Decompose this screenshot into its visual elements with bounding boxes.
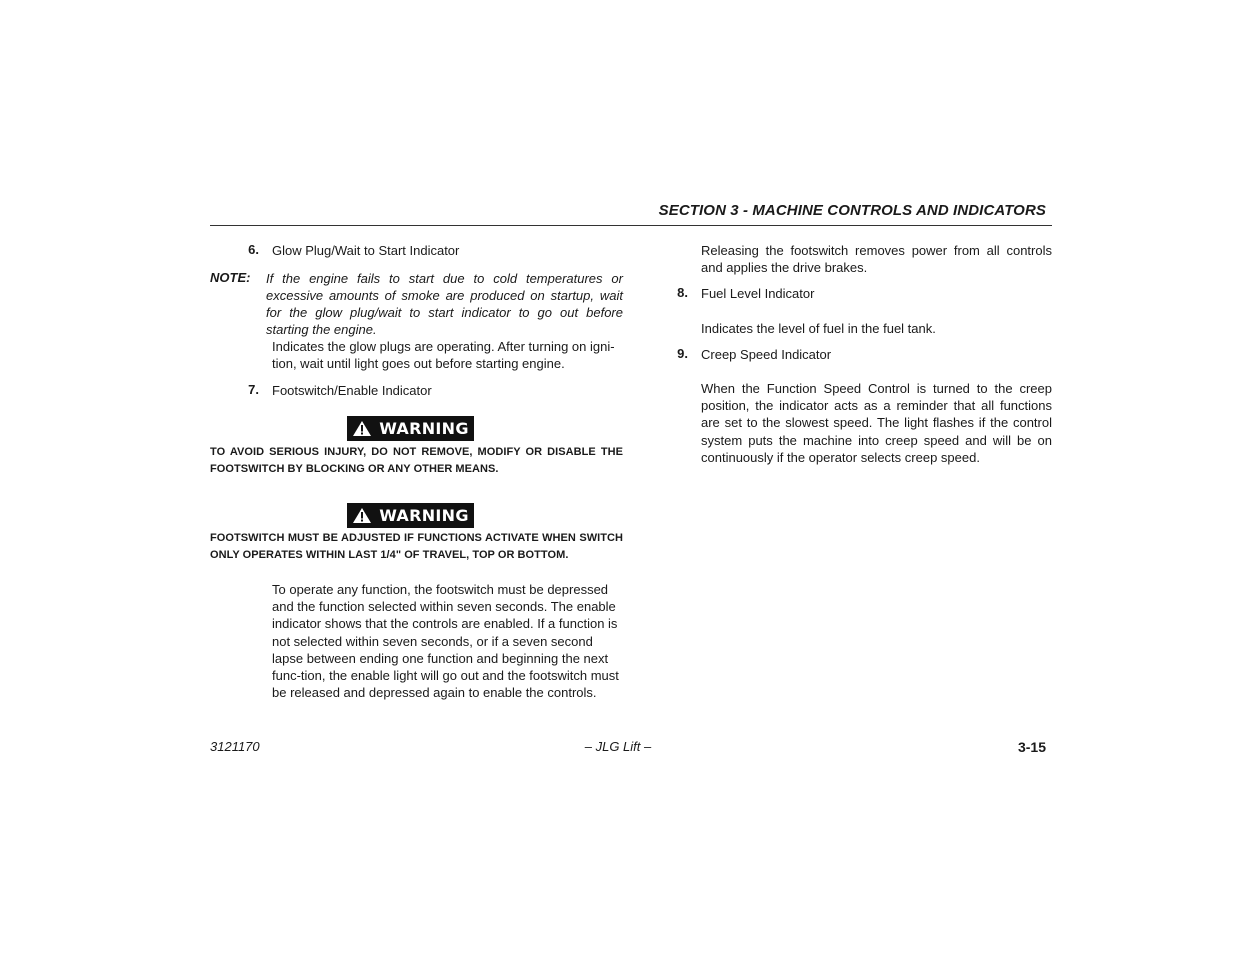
item-9-title: Creep Speed Indicator [701,347,832,362]
footer-brand: – JLG Lift – [584,739,652,754]
item-6-number: 6. [248,242,259,257]
note-label: NOTE: [210,270,251,285]
document-number: 3121170 [210,739,260,754]
item-7-number: 7. [248,382,259,397]
note-text: If the engine fails to start due to cold temperatures or excessive amounts of smoke are produced on startup, wait for the glow plug/wait to start indicator to go out before starting the engine. [266,271,623,337]
warning-1-text: TO AVOID SERIOUS INJURY, DO NOT REMOVE, MODIFY OR DISABLE THE FOOTSWITCH BY BLOCKING OR ANY OTHER MEANS. [210,446,623,475]
page-number: 3-15 [1017,739,1046,755]
item-6-description-line-2: tion, wait until light goes out before starting engine. [272,356,565,371]
warning-badge [347,416,474,441]
item-6-title: Glow Plug/Wait to Start Indicator [272,243,460,258]
warning-triangle-icon [352,507,372,524]
item-9-number: 9. [677,346,688,361]
item-8-number: 8. [677,285,688,300]
item-7-title: Footswitch/Enable Indicator [272,383,432,398]
warning-badge-label: WARNING [379,419,469,438]
warning-badge-label: WARNING [379,506,469,525]
header-divider [210,225,1052,226]
section-title: SECTION 3 - MACHINE CONTROLS AND INDICATORS [658,202,1046,219]
warning-badge [347,503,474,528]
warning-2-text: FOOTSWITCH MUST BE ADJUSTED IF FUNCTIONS ACTIVATE WHEN SWITCH ONLY OPERATES WITHIN LAST 1/4" OF TRAVEL, TOP OR BOTTOM. [210,532,623,561]
item-7-description: To operate any function, the footswitch must be depressed and the function selected within seven seconds. The enable indicator shows that the controls are enabled. If a function is not selected within seven seconds, or if a seven second lapse between ending one function and beginning the next func-tion, the enable light will go out and the footswitch must be released and depressed again to enable the controls. [272,582,619,701]
item-8-title: Fuel Level Indicator [701,286,815,301]
warning-triangle-icon [352,420,372,437]
item-6-description-line-1: Indicates the glow plugs are operating. After turning on igni- [272,339,615,354]
item-7-continuation: Releasing the footswitch removes power from all controls and applies the drive brakes. [701,243,1052,276]
item-9-description: When the Function Speed Control is turned to the creep position, the indicator acts as a reminder that all functions are set to the slowest speed. The light flashes if the control system puts the machine into creep speed and will be on continuously if the operator selects creep speed. [701,381,1052,465]
item-8-description: Indicates the level of fuel in the fuel tank. [701,321,936,336]
